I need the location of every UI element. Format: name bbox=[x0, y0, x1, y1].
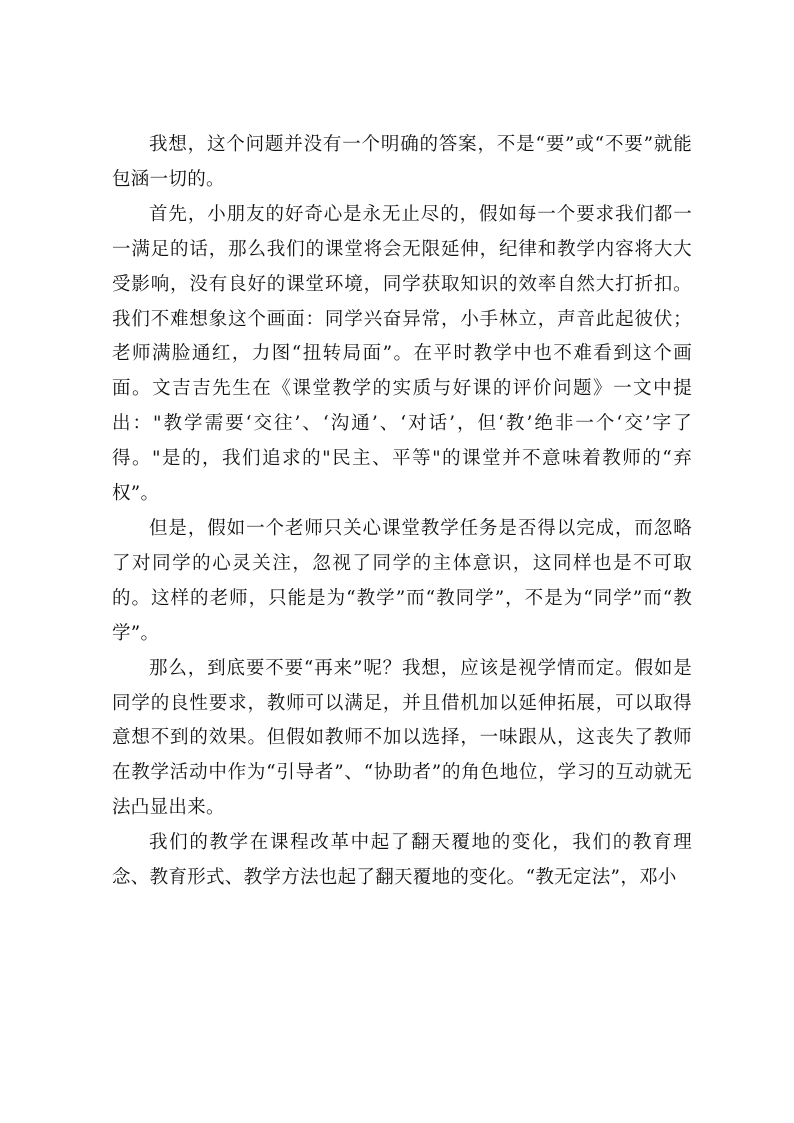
paragraph-3: 但是，假如一个老师只关心课堂教学任务是否得以完成，而忽略了对同学的心灵关注，忽视了同学的主体意识，这同样也是不可取的。这样的老师，只能是为“教学”而“教同学”，不是为“同学”而“教学”。 bbox=[112, 517, 692, 644]
paragraph-5: 我们的教学在课程改革中起了翻天覆地的变化，我们的教育理念、教育形式、教学方法也起了翻天覆地的变化。“教无定法”，邓小 bbox=[112, 832, 692, 889]
paragraph-1: 我想，这个问题并没有一个明确的答案，不是“要”或“不要”就能包涵一切的。 bbox=[112, 134, 692, 190]
document-body bbox=[112, 128, 692, 896]
paragraph-4: 那么，到底要不要“再来”呢？我想，应该是视学情而定。假如是同学的良性要求，教师可以满足，并且借机加以延伸拓展，可以取得意想不到的效果。但假如教师不加以选择，一味跟从，这丧失了教师在教学活动中作为“引导者”、“协助者”的角色地位，学习的互动就无法凸显出来。 bbox=[112, 657, 692, 819]
paragraph-2: 首先，小朋友的好奇心是永无止尽的，假如每一个要求我们都一一满足的话，那么我们的课堂将会无限延伸，纪律和教学内容将大大受影响，没有良好的课堂环境，同学获取知识的效率自然大打折扣。我们不难想象这个画面：同学兴奋异常，小手林立，声音此起彼伏；老师满脸通红，力图“扭转局面”。在平时教学中也不难看到这个画面。文吉吉先生在《课堂教学的实质与好课的评价问题》一文中提出："教学需要‘交往’、‘沟通’、‘对话’，但‘教’绝非一个‘交’字了得。"是的，我们追求的"民主、平等"的课堂并不意味着教师的“弃权”。 bbox=[112, 203, 692, 505]
